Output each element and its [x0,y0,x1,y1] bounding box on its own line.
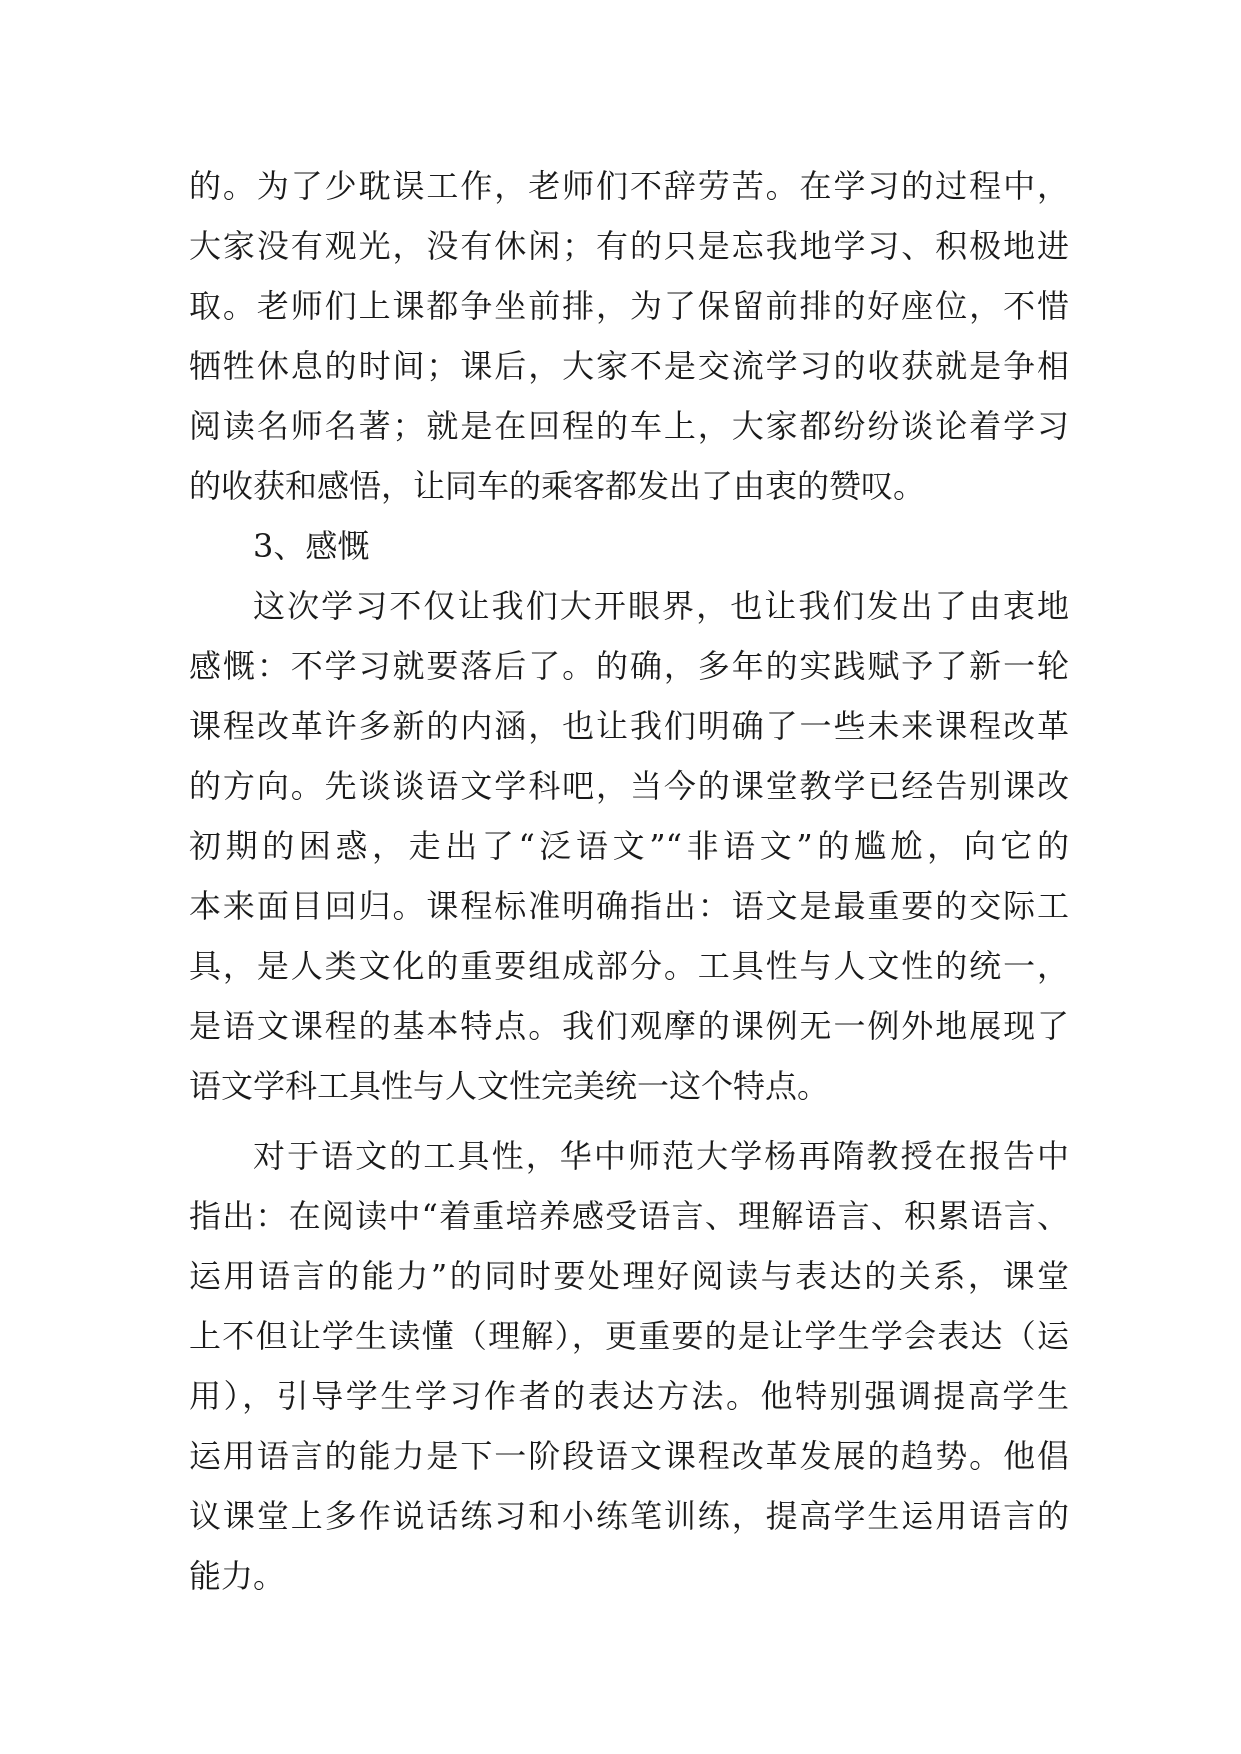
text-line: 牺牲休息的时间；课后，大家不是交流学习的收获就是争相 [189,347,1069,385]
text-line: 的方向。先谈谈语文学科吧，当今的课堂教学已经告别课改 [189,767,1069,805]
text-line: 的。为了少耽误工作，老师们不辞劳苦。在学习的过程中， [189,167,1069,205]
text-line: 本来面目回归。课程标准明确指出：语文是最重要的交际工 [189,887,1069,925]
text-line: 指出：在阅读中“着重培养感受语言、理解语言、积累语言、 [189,1197,1069,1235]
section-heading: 3、感慨 [253,527,370,565]
text-line: 阅读名师名著；就是在回程的车上，大家都纷纷谈论着学习 [189,407,1069,445]
text-line: 具，是人类文化的重要组成部分。工具性与人文性的统一， [189,947,1069,985]
text-line: 大家没有观光，没有休闲；有的只是忘我地学习、积极地进 [189,227,1069,265]
text-line: 运用语言的能力”的同时要处理好阅读与表达的关系，课堂 [189,1257,1069,1295]
text-line: 课程改革许多新的内涵，也让我们明确了一些未来课程改革 [189,707,1069,745]
text-line: 用），引导学生学习作者的表达方法。他特别强调提高学生 [189,1377,1069,1415]
text-line: 上不但让学生读懂（理解），更重要的是让学生学会表达（运 [189,1317,1069,1355]
text-line: 这次学习不仅让我们大开眼界，也让我们发出了由衷地 [253,587,1069,625]
text-line: 语文学科工具性与人文性完美统一这个特点。 [189,1067,830,1105]
text-line: 能力。 [189,1557,286,1595]
text-line: 对于语文的工具性，华中师范大学杨再隋教授在报告中 [253,1137,1069,1175]
text-line: 感慨：不学习就要落后了。的确，多年的实践赋予了新一轮 [189,647,1069,685]
text-line: 是语文课程的基本特点。我们观摩的课例无一例外地展现了 [189,1007,1069,1045]
text-line: 议课堂上多作说话练习和小练笔训练，提高学生运用语言的 [189,1497,1069,1535]
text-line: 运用语言的能力是下一阶段语文课程改革发展的趋势。他倡 [189,1437,1069,1475]
text-line: 初期的困惑，走出了“泛语文”“非语文”的尴尬，向它的 [189,827,1069,865]
text-line: 取。老师们上课都争坐前排，为了保留前排的好座位，不惜 [189,287,1069,325]
text-line: 的收获和感悟，让同车的乘客都发出了由衷的赞叹。 [189,467,926,505]
